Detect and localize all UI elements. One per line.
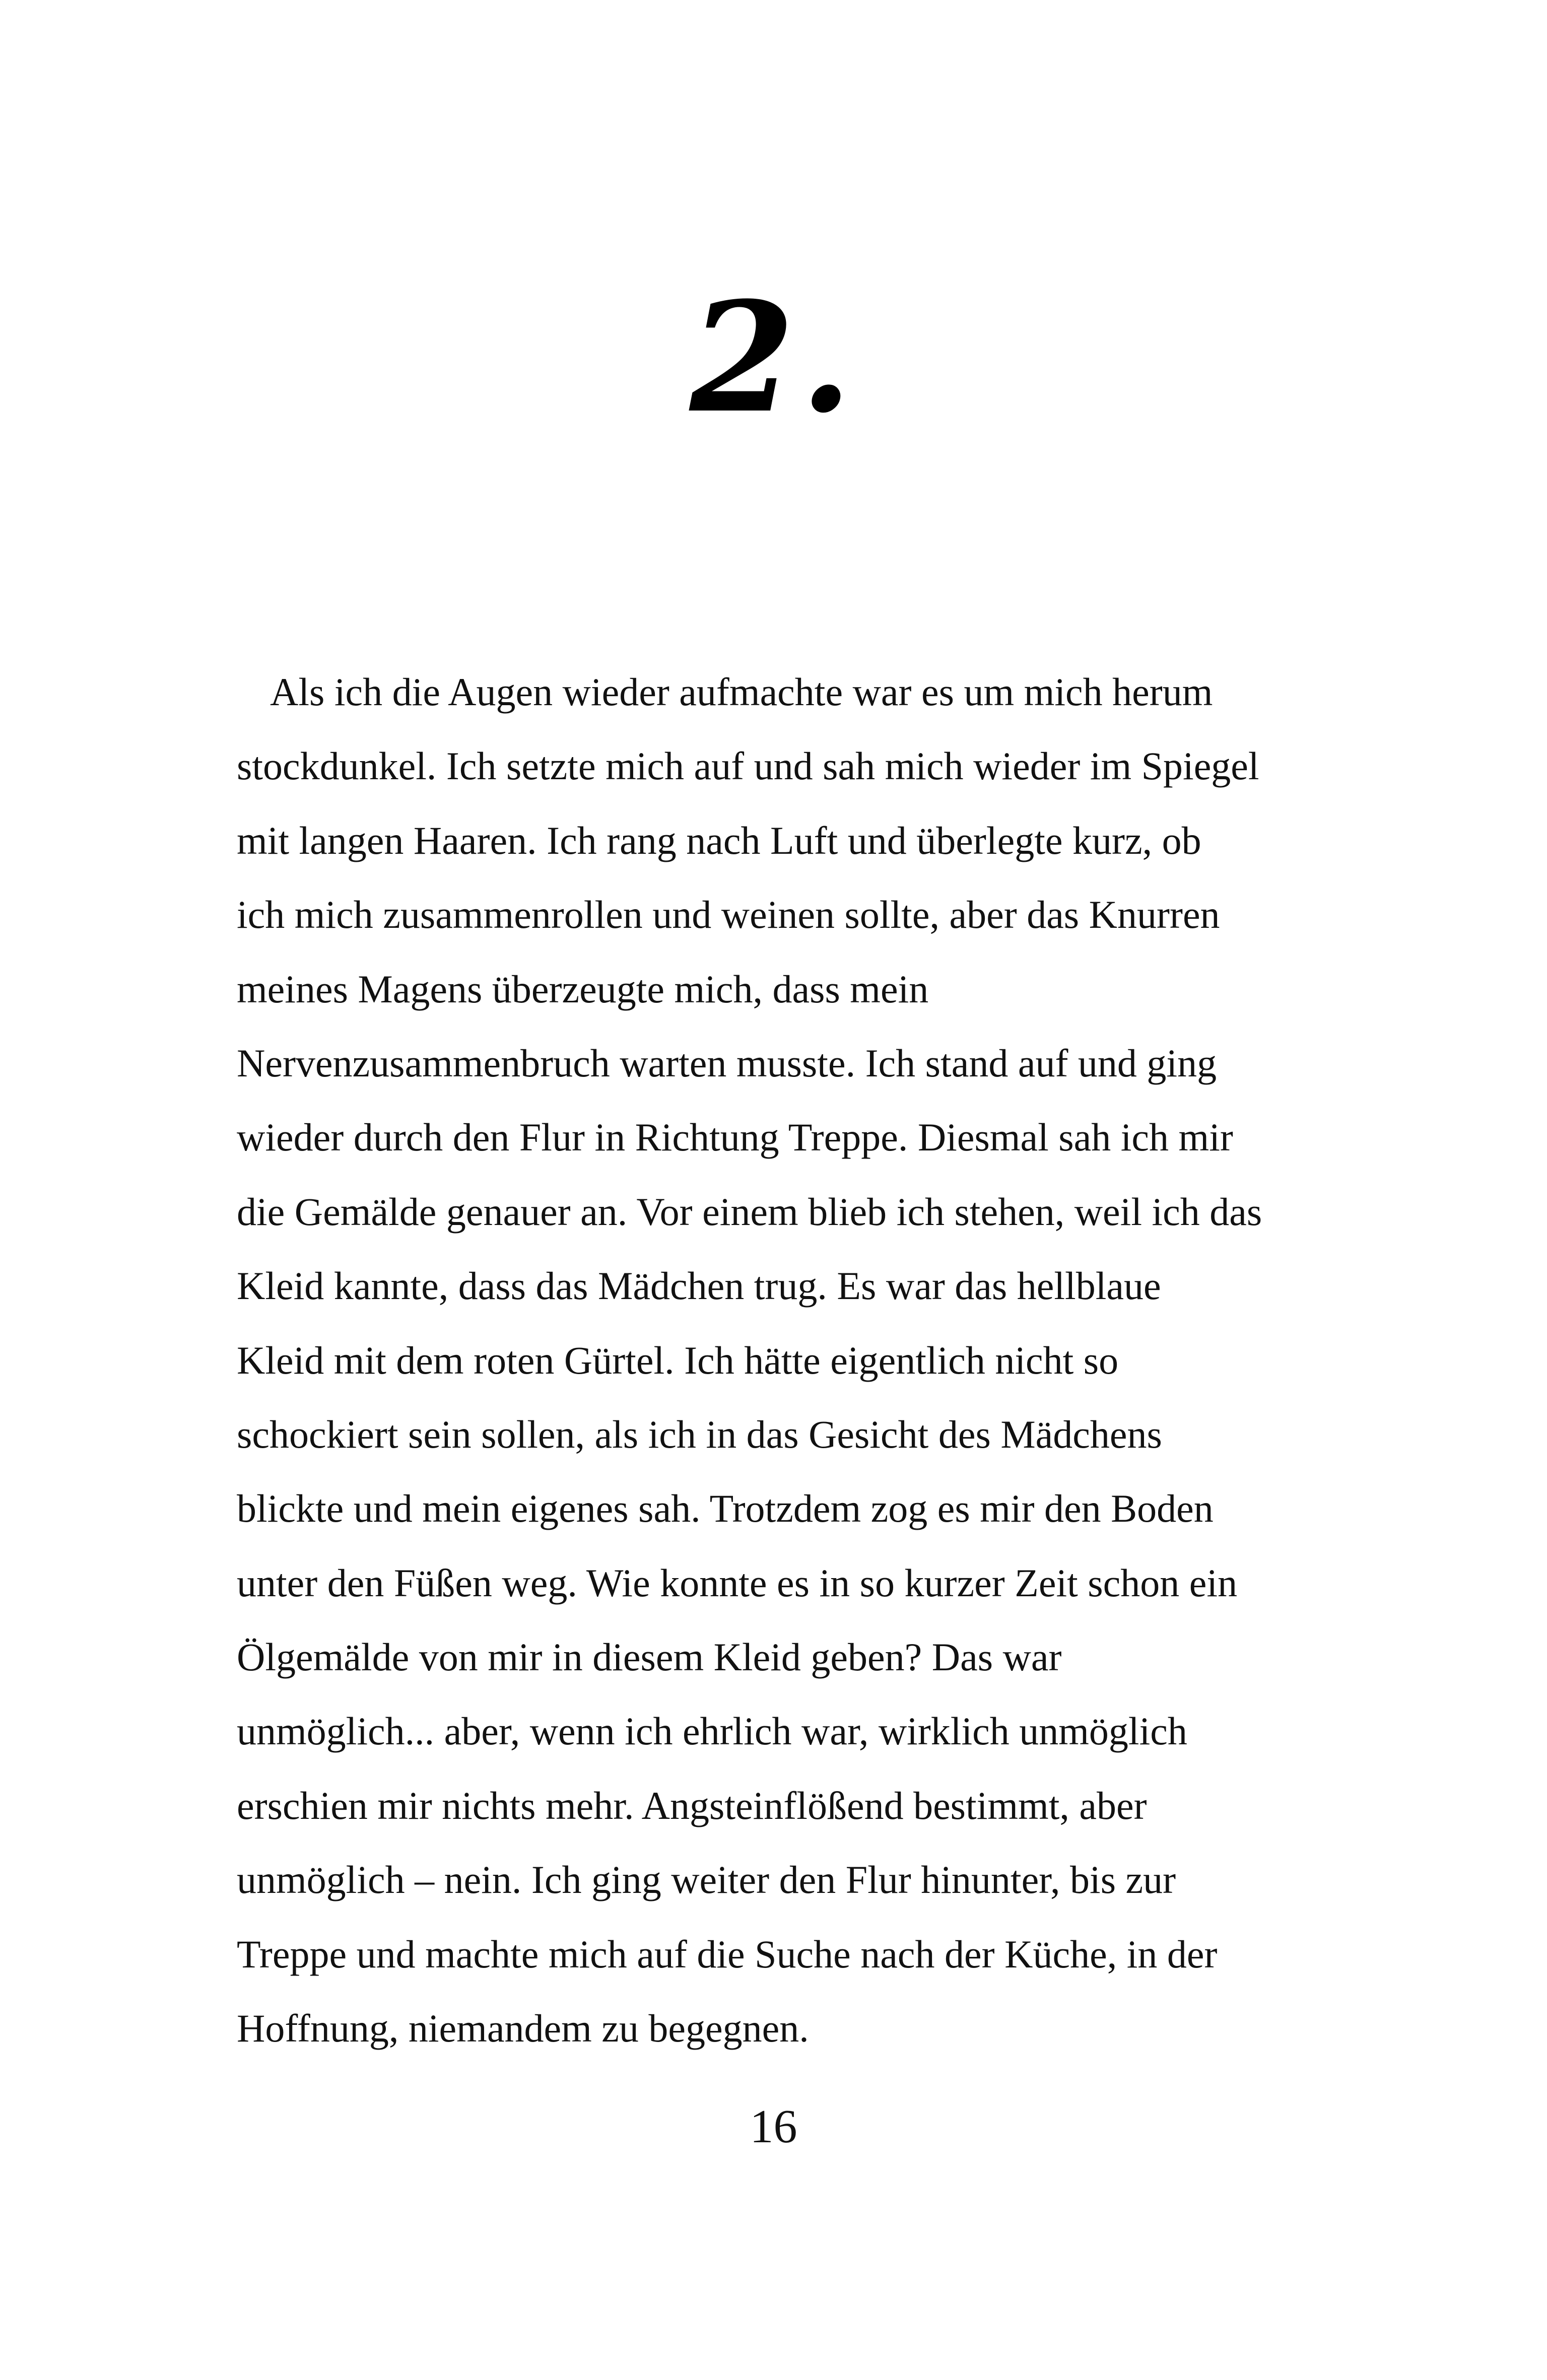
body-paragraph (237, 655, 1355, 2065)
text-line: unmöglich... aber, wenn ich ehrlich war, wirklich unmöglich (237, 1709, 1187, 1753)
text-line: mit langen Haaren. Ich rang nach Luft und überlegte kurz, ob (237, 818, 1201, 862)
text-line: Kleid mit dem roten Gürtel. Ich hätte eigentlich nicht so (237, 1338, 1119, 1382)
text-line: unter den Füßen weg. Wie konnte es in so kurzer Zeit schon ein (237, 1560, 1238, 1605)
chapter-number: 2. (689, 268, 858, 446)
text-line: blickte und mein eigenes sah. Trotzdem zog es mir den Boden (237, 1486, 1214, 1531)
text-line: schockiert sein sollen, als ich in das Gesicht des Mädchens (237, 1412, 1162, 1456)
text-line: Treppe und machte mich auf die Suche nach der Küche, in der (237, 1932, 1218, 1976)
text-line: unmöglich – nein. Ich ging weiter den Flur hinunter, bis zur (237, 1858, 1176, 1902)
text-line: wieder durch den Flur in Richtung Treppe. Diesmal sah ich mir (237, 1115, 1233, 1160)
text-line: stockdunkel. Ich setzte mich auf und sah mich wieder im Spiegel (237, 744, 1259, 788)
page-number: 16 (750, 2100, 797, 2153)
text-line: Als ich die Augen wieder aufmachte war es um mich herum (270, 670, 1213, 714)
text-line: Kleid kannte, dass das Mädchen trug. Es war das hellblaue (237, 1264, 1161, 1308)
text-line: die Gemälde genauer an. Vor einem blieb ich stehen, weil ich das (237, 1189, 1262, 1234)
text-line: Ölgemälde von mir in diesem Kleid geben? Das war (237, 1635, 1062, 1679)
text-line: Hoffnung, niemandem zu begegnen. (237, 2006, 809, 2051)
text-line: meines Magens überzeugte mich, dass mein (237, 967, 929, 1011)
text-line: Nervenzusammenbruch warten musste. Ich stand auf und ging (237, 1041, 1217, 1085)
text-line: ich mich zusammenrollen und weinen sollte, aber das Knurren (237, 893, 1220, 937)
text-line: erschien mir nichts mehr. Angsteinflößend bestimmt, aber (237, 1783, 1147, 1827)
